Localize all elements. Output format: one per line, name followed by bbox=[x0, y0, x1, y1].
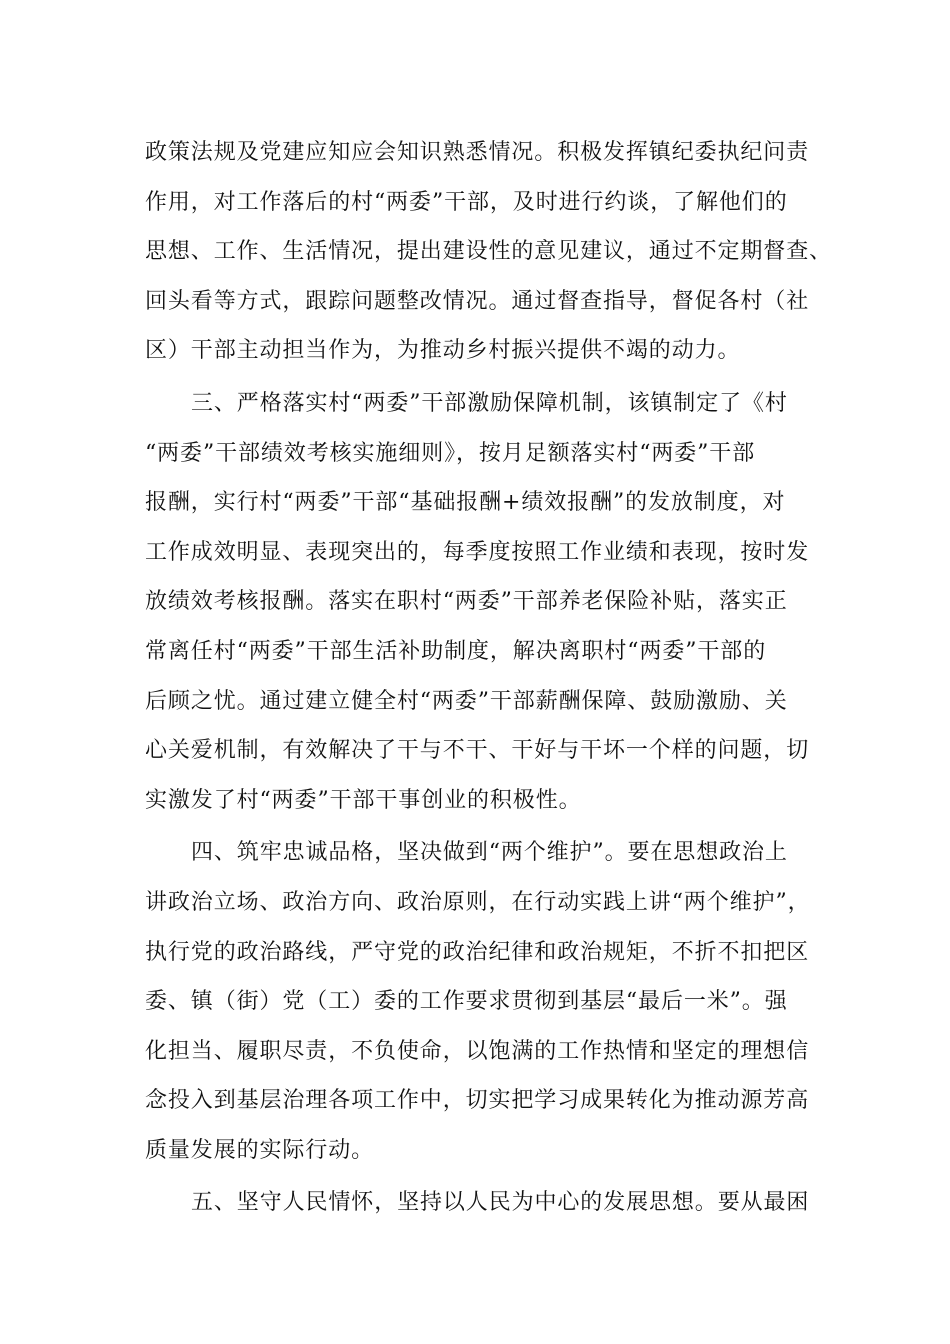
text-line: 化担当、履职尽责，不负使命，以饱满的工作热情和坚定的理想信 bbox=[145, 1038, 810, 1064]
text-line: 委、镇（街）党（工）委的工作要求贯彻到基层“最后一米”。强 bbox=[145, 989, 788, 1015]
text-line: 讲政治立场、政治方向、政治原则，在行动实践上讲“两个维护”， bbox=[145, 889, 811, 915]
text-line: 思想、工作、生活情况，提出建设性的意见建议，通过不定期督查、 bbox=[145, 239, 833, 265]
text-line: 质量发展的实际行动。 bbox=[145, 1137, 375, 1163]
text-line: 放绩效考核报酬。落实在职村“两委”干部养老保险补贴，落实正 bbox=[145, 589, 788, 615]
text-line: “两委”干部绩效考核实施细则》，按月足额落实村“两委”干部 bbox=[145, 440, 756, 466]
text-line: 报酬，实行村“两委”干部“基础报酬+绩效报酬”的发放制度，对 bbox=[145, 490, 786, 516]
text-line: 实激发了村“两委”干部干事创业的积极性。 bbox=[145, 787, 582, 813]
text-line: 心关爱机制，有效解决了干与不干、干好与干坏一个样的问题，切 bbox=[145, 738, 810, 764]
text-line: 常离任村“两委”干部生活补助制度，解决离职村“两委”干部的 bbox=[145, 638, 767, 664]
text-line: 念投入到基层治理各项工作中，切实把学习成果转化为推动源芳高 bbox=[145, 1088, 810, 1114]
text-line: 政策法规及党建应知应会知识熟悉情况。积极发挥镇纪委执纪问责 bbox=[145, 140, 810, 165]
text-line: 四、筑牢忠诚品格，坚决做到“两个维护”。要在思想政治上 bbox=[191, 840, 788, 866]
body-text bbox=[145, 128, 835, 1228]
text-line: 工作成效明显、表现突出的，每季度按照工作业绩和表现，按时发 bbox=[145, 539, 810, 565]
text-line: 三、严格落实村“两委”干部激励保障机制，该镇制定了《村 bbox=[191, 390, 788, 416]
text-line: 五、坚守人民情怀，坚持以人民为中心的发展思想。要从最困 bbox=[191, 1190, 810, 1216]
text-line: 执行党的政治路线，严守党的政治纪律和政治规矩，不折不扣把区 bbox=[145, 939, 810, 965]
text-line: 回头看等方式，跟踪问题整改情况。通过督查指导，督促各村（社 bbox=[145, 288, 810, 314]
paragraph-continuation bbox=[145, 128, 835, 376]
paragraph-four bbox=[145, 828, 835, 1175]
text-line: 区）干部主动担当作为，为推动乡村振兴提供不竭的动力。 bbox=[145, 338, 741, 364]
text-line: 作用，对工作落后的村“两委”干部，及时进行约谈，了解他们的 bbox=[145, 189, 788, 215]
text-line: 后顾之忧。通过建立健全村“两委”干部薪酬保障、鼓励激励、关 bbox=[145, 688, 788, 714]
paragraph-three bbox=[145, 379, 835, 825]
paragraph-five bbox=[145, 1178, 835, 1228]
